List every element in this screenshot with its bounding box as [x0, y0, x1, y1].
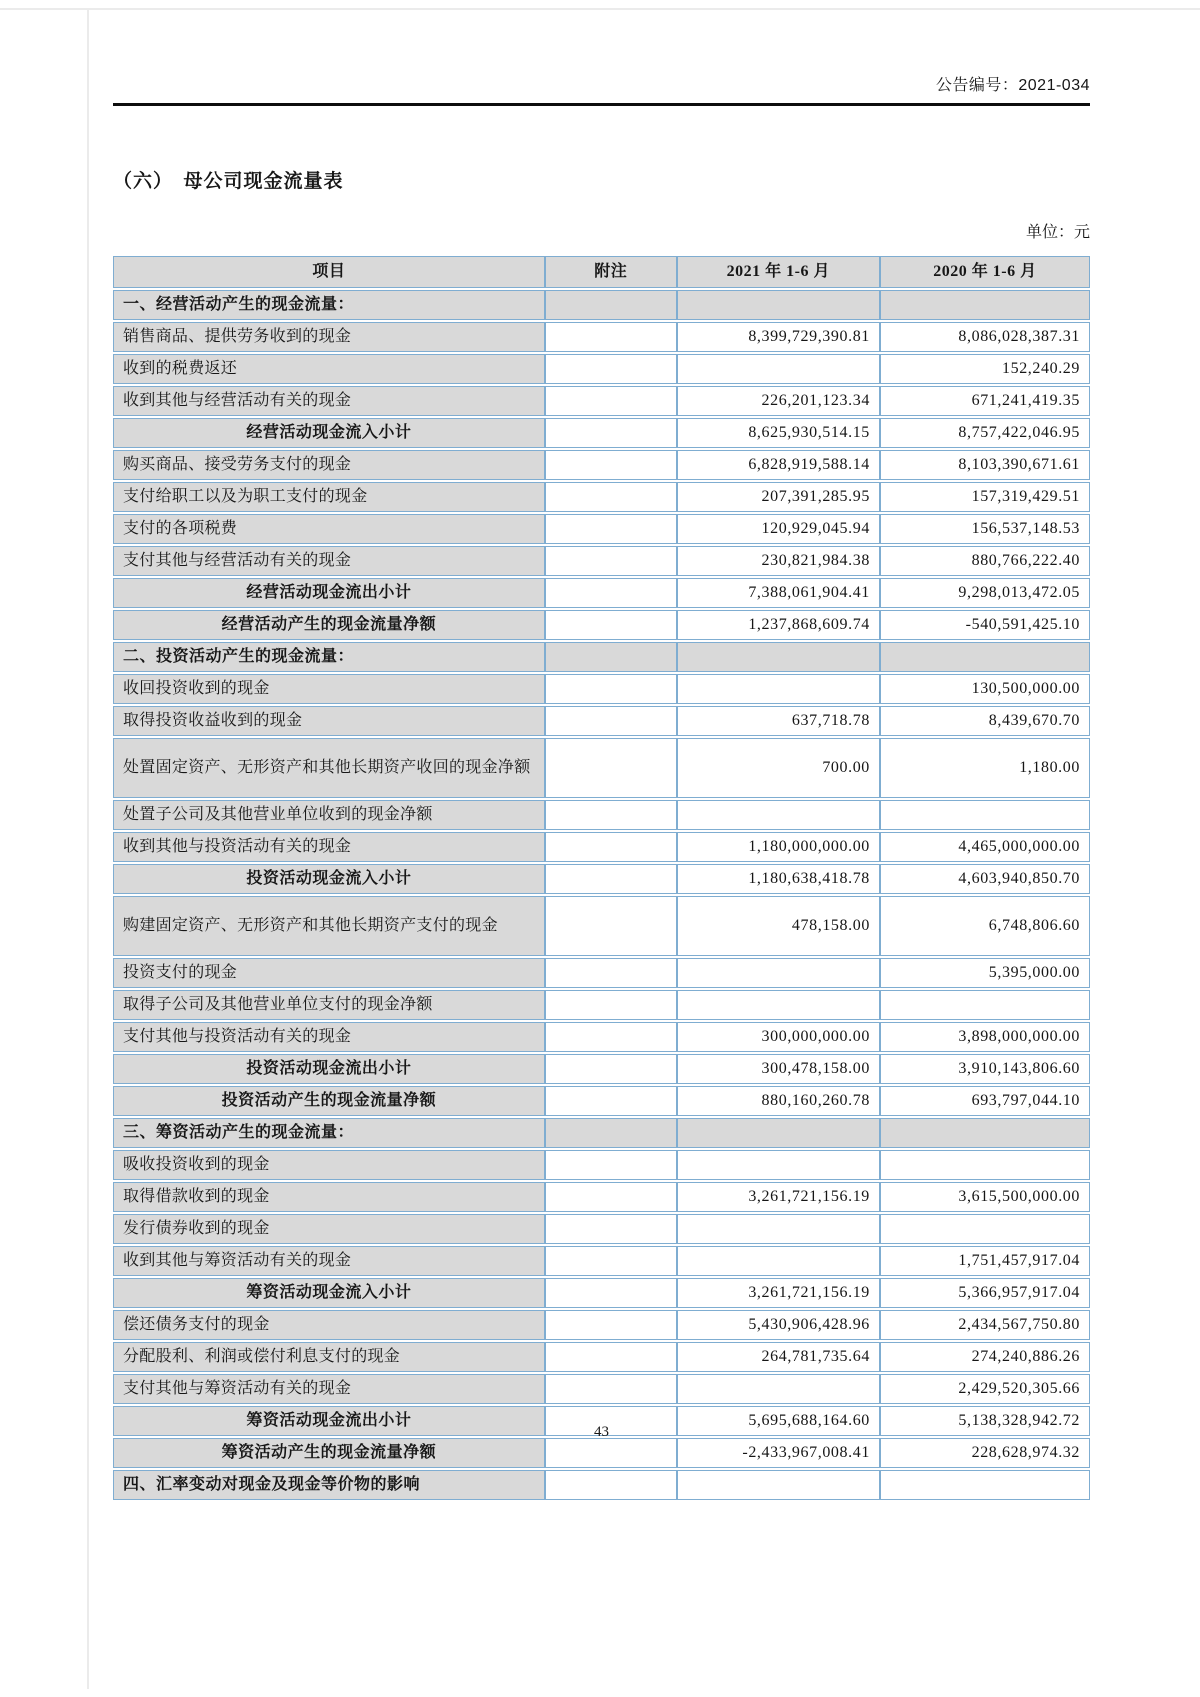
page-content [113, 0, 1090, 1502]
note-cell [545, 1182, 677, 1212]
value-2021-cell [677, 1118, 880, 1148]
table-row [113, 674, 1090, 704]
page-title: （六） 母公司现金流量表 [113, 171, 344, 192]
note-cell [545, 322, 677, 352]
note-cell [545, 832, 677, 862]
item-label-cell: 筹资活动产生的现金流量净额 [113, 1438, 545, 1468]
table-row [113, 322, 1090, 352]
value-2021-cell [677, 1150, 880, 1180]
table-header [113, 256, 1090, 288]
note-cell [545, 1470, 677, 1500]
note-cell [545, 1086, 677, 1116]
table-row [113, 1470, 1090, 1500]
table-row [113, 546, 1090, 576]
value-2021-cell: 300,478,158.00 [677, 1054, 880, 1084]
table-row [113, 800, 1090, 830]
value-2020-cell: 228,628,974.32 [880, 1438, 1090, 1468]
item-label-cell: 支付的各项税费 [113, 514, 545, 544]
note-cell [545, 706, 677, 736]
value-2021-cell [677, 642, 880, 672]
table-row [113, 1118, 1090, 1148]
table-row [113, 1054, 1090, 1084]
value-2021-cell: 700.00 [677, 738, 880, 798]
table-row [113, 1374, 1090, 1404]
value-2020-cell: 2,434,567,750.80 [880, 1310, 1090, 1340]
item-label-cell: 投资活动现金流入小计 [113, 864, 545, 894]
note-cell [545, 990, 677, 1020]
value-2021-cell [677, 800, 880, 830]
value-2021-cell: 7,388,061,904.41 [677, 578, 880, 608]
value-2020-cell: 1,180.00 [880, 738, 1090, 798]
value-2020-cell: 130,500,000.00 [880, 674, 1090, 704]
item-label-cell: 吸收投资收到的现金 [113, 1150, 545, 1180]
note-cell [545, 674, 677, 704]
value-2021-cell: -2,433,967,008.41 [677, 1438, 880, 1468]
note-cell [545, 800, 677, 830]
column-header: 2021 年 1-6 月 [677, 256, 880, 288]
table-row [113, 990, 1090, 1020]
item-label-cell: 投资活动产生的现金流量净额 [113, 1086, 545, 1116]
table-row [113, 1310, 1090, 1340]
value-2021-cell: 120,929,045.94 [677, 514, 880, 544]
value-2020-cell: 152,240.29 [880, 354, 1090, 384]
column-header: 附注 [545, 256, 677, 288]
value-2020-cell: 5,395,000.00 [880, 958, 1090, 988]
column-header: 项目 [113, 256, 545, 288]
value-2021-cell [677, 674, 880, 704]
item-label-cell: 收到其他与投资活动有关的现金 [113, 832, 545, 862]
table-row [113, 738, 1090, 798]
value-2021-cell: 637,718.78 [677, 706, 880, 736]
value-2020-cell [880, 290, 1090, 320]
table-row [113, 896, 1090, 956]
note-cell [545, 642, 677, 672]
table-row [113, 514, 1090, 544]
item-label-cell: 收到其他与经营活动有关的现金 [113, 386, 545, 416]
table-row [113, 832, 1090, 862]
value-2021-cell: 8,399,729,390.81 [677, 322, 880, 352]
note-cell [545, 1438, 677, 1468]
item-label-cell: 购建固定资产、无形资产和其他长期资产支付的现金 [113, 896, 545, 956]
item-label-cell: 收到的税费返还 [113, 354, 545, 384]
value-2021-cell: 230,821,984.38 [677, 546, 880, 576]
note-cell [545, 386, 677, 416]
note-cell [545, 1310, 677, 1340]
value-2020-cell: 8,103,390,671.61 [880, 450, 1090, 480]
item-label-cell: 支付其他与投资活动有关的现金 [113, 1022, 545, 1052]
item-label-cell: 经营活动现金流出小计 [113, 578, 545, 608]
value-2020-cell: 157,319,429.51 [880, 482, 1090, 512]
value-2020-cell: 3,615,500,000.00 [880, 1182, 1090, 1212]
value-2020-cell [880, 1150, 1090, 1180]
table-row [113, 450, 1090, 480]
value-2020-cell: 1,751,457,917.04 [880, 1246, 1090, 1276]
value-2020-cell: 3,910,143,806.60 [880, 1054, 1090, 1084]
value-2021-cell: 5,430,906,428.96 [677, 1310, 880, 1340]
value-2020-cell: 693,797,044.10 [880, 1086, 1090, 1116]
note-cell [545, 1214, 677, 1244]
note-cell [545, 546, 677, 576]
table-row [113, 1342, 1090, 1372]
table-row [113, 578, 1090, 608]
note-cell [545, 958, 677, 988]
note-cell [545, 482, 677, 512]
value-2021-cell [677, 354, 880, 384]
note-cell [545, 514, 677, 544]
table-row [113, 1150, 1090, 1180]
item-label-cell: 偿还债务支付的现金 [113, 1310, 545, 1340]
item-label-cell: 处置子公司及其他营业单位收到的现金净额 [113, 800, 545, 830]
value-2021-cell: 264,781,735.64 [677, 1342, 880, 1372]
table-row [113, 706, 1090, 736]
value-2020-cell: 156,537,148.53 [880, 514, 1090, 544]
note-cell [545, 1054, 677, 1084]
note-cell [545, 354, 677, 384]
value-2021-cell [677, 1214, 880, 1244]
value-2021-cell [677, 1374, 880, 1404]
item-label-cell: 支付给职工以及为职工支付的现金 [113, 482, 545, 512]
table-row [113, 642, 1090, 672]
item-label-cell: 分配股利、利润或偿付利息支付的现金 [113, 1342, 545, 1372]
note-cell [545, 578, 677, 608]
value-2021-cell [677, 290, 880, 320]
value-2021-cell: 3,261,721,156.19 [677, 1182, 880, 1212]
table-row [113, 418, 1090, 448]
value-2020-cell: 8,757,422,046.95 [880, 418, 1090, 448]
value-2021-cell: 5,695,688,164.60 [677, 1406, 880, 1436]
value-2021-cell: 3,261,721,156.19 [677, 1278, 880, 1308]
table-row [113, 1022, 1090, 1052]
value-2021-cell: 226,201,123.34 [677, 386, 880, 416]
table-row [113, 1182, 1090, 1212]
value-2020-cell [880, 642, 1090, 672]
table-row [113, 610, 1090, 640]
value-2020-cell: 9,298,013,472.05 [880, 578, 1090, 608]
announcement-number: 公告编号：2021-034 [935, 77, 1090, 94]
table-row [113, 482, 1090, 512]
value-2021-cell: 8,625,930,514.15 [677, 418, 880, 448]
table-row [113, 354, 1090, 384]
value-2021-cell: 1,180,638,418.78 [677, 864, 880, 894]
item-label-cell: 收到其他与筹资活动有关的现金 [113, 1246, 545, 1276]
header-rule [113, 103, 1090, 106]
note-cell [545, 738, 677, 798]
table-row [113, 958, 1090, 988]
value-2020-cell [880, 1214, 1090, 1244]
cash-flow-table [113, 254, 1090, 1502]
value-2020-cell: 3,898,000,000.00 [880, 1022, 1090, 1052]
item-label-cell: 发行债券收到的现金 [113, 1214, 545, 1244]
value-2020-cell: 8,439,670.70 [880, 706, 1090, 736]
item-label-cell: 取得借款收到的现金 [113, 1182, 545, 1212]
note-cell [545, 864, 677, 894]
value-2020-cell: 671,241,419.35 [880, 386, 1090, 416]
value-2020-cell: 5,366,957,917.04 [880, 1278, 1090, 1308]
item-label-cell: 处置固定资产、无形资产和其他长期资产收回的现金净额 [113, 738, 545, 798]
note-cell [545, 1342, 677, 1372]
item-label-cell: 一、经营活动产生的现金流量： [113, 290, 545, 320]
table-row [113, 1438, 1090, 1468]
item-label-cell: 四、汇率变动对现金及现金等价物的影响 [113, 1470, 545, 1500]
value-2021-cell: 880,160,260.78 [677, 1086, 880, 1116]
item-label-cell: 经营活动产生的现金流量净额 [113, 610, 545, 640]
value-2021-cell [677, 958, 880, 988]
note-cell [545, 450, 677, 480]
value-2020-cell: 4,603,940,850.70 [880, 864, 1090, 894]
table-row [113, 290, 1090, 320]
item-label-cell: 取得子公司及其他营业单位支付的现金净额 [113, 990, 545, 1020]
table-row [113, 1278, 1090, 1308]
note-cell [545, 1118, 677, 1148]
value-2020-cell: 5,138,328,942.72 [880, 1406, 1090, 1436]
unit-label: 单位：元 [1025, 224, 1090, 241]
value-2021-cell [677, 990, 880, 1020]
note-cell [545, 1278, 677, 1308]
note-cell [545, 1022, 677, 1052]
item-label-cell: 投资活动现金流出小计 [113, 1054, 545, 1084]
value-2020-cell [880, 800, 1090, 830]
note-cell [545, 896, 677, 956]
value-2020-cell: 4,465,000,000.00 [880, 832, 1090, 862]
item-label-cell: 筹资活动现金流出小计 [113, 1406, 545, 1436]
value-2020-cell [880, 990, 1090, 1020]
scan-artifact-line [87, 9, 89, 1689]
value-2021-cell: 6,828,919,588.14 [677, 450, 880, 480]
header-row [113, 256, 1090, 288]
note-cell [545, 610, 677, 640]
note-cell [545, 290, 677, 320]
value-2021-cell: 478,158.00 [677, 896, 880, 956]
value-2021-cell [677, 1246, 880, 1276]
value-2021-cell: 207,391,285.95 [677, 482, 880, 512]
table-row [113, 1246, 1090, 1276]
column-header: 2020 年 1-6 月 [880, 256, 1090, 288]
value-2021-cell: 1,180,000,000.00 [677, 832, 880, 862]
value-2020-cell: 6,748,806.60 [880, 896, 1090, 956]
value-2020-cell: 274,240,886.26 [880, 1342, 1090, 1372]
value-2020-cell: 2,429,520,305.66 [880, 1374, 1090, 1404]
note-cell [545, 418, 677, 448]
table-body [113, 290, 1090, 1500]
table-row [113, 1086, 1090, 1116]
value-2020-cell: 880,766,222.40 [880, 546, 1090, 576]
item-label-cell: 三、筹资活动产生的现金流量： [113, 1118, 545, 1148]
note-cell [545, 1150, 677, 1180]
item-label-cell: 销售商品、提供劳务收到的现金 [113, 322, 545, 352]
note-cell [545, 1246, 677, 1276]
table-row [113, 1214, 1090, 1244]
value-2021-cell: 1,237,868,609.74 [677, 610, 880, 640]
note-cell [545, 1374, 677, 1404]
table-row [113, 864, 1090, 894]
page-number: 43 [594, 1424, 609, 1440]
item-label-cell: 收回投资收到的现金 [113, 674, 545, 704]
item-label-cell: 支付其他与筹资活动有关的现金 [113, 1374, 545, 1404]
value-2020-cell [880, 1470, 1090, 1500]
value-2021-cell: 300,000,000.00 [677, 1022, 880, 1052]
item-label-cell: 购买商品、接受劳务支付的现金 [113, 450, 545, 480]
item-label-cell: 经营活动现金流入小计 [113, 418, 545, 448]
item-label-cell: 筹资活动现金流入小计 [113, 1278, 545, 1308]
value-2020-cell [880, 1118, 1090, 1148]
value-2020-cell: 8,086,028,387.31 [880, 322, 1090, 352]
item-label-cell: 二、投资活动产生的现金流量： [113, 642, 545, 672]
item-label-cell: 投资支付的现金 [113, 958, 545, 988]
table-row [113, 386, 1090, 416]
item-label-cell: 支付其他与经营活动有关的现金 [113, 546, 545, 576]
value-2020-cell: -540,591,425.10 [880, 610, 1090, 640]
item-label-cell: 取得投资收益收到的现金 [113, 706, 545, 736]
value-2021-cell [677, 1470, 880, 1500]
